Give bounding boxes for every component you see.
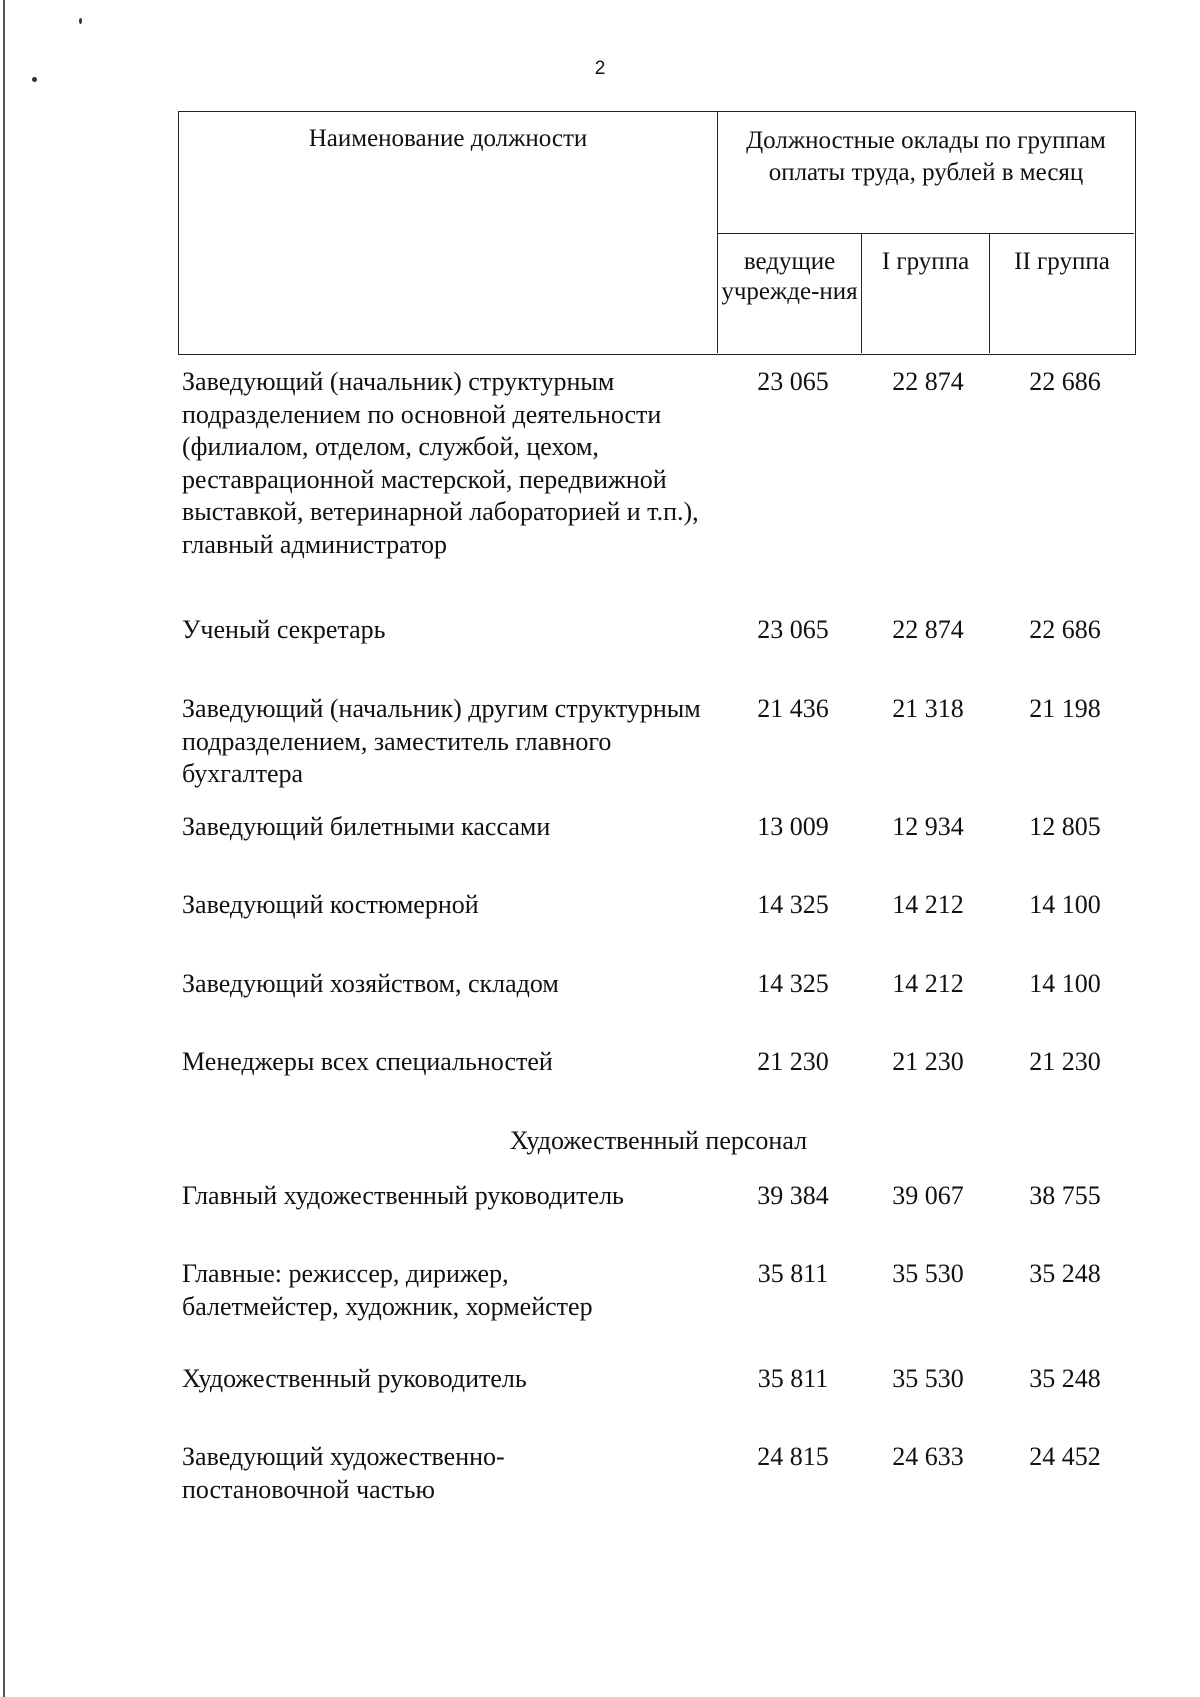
salary-group-1: 24 633 bbox=[892, 1442, 964, 1471]
salary-group-2: 22 686 bbox=[1029, 615, 1101, 644]
salary-group-2: 35 248 bbox=[1029, 1364, 1101, 1393]
section-title: Художественный персонал bbox=[509, 1126, 808, 1155]
salary-leading: 14 325 bbox=[757, 890, 829, 919]
position-name: Заведующий хозяйством, складом bbox=[182, 969, 559, 998]
position-name: Заведующий (начальник) другим структурным подразделением, заместитель главного бухгалтера bbox=[182, 694, 701, 788]
position-name: Главные: режиссер, дирижер, балетмейстер, художник, хормейстер bbox=[182, 1259, 593, 1321]
salary-group-1: 22 874 bbox=[892, 615, 964, 644]
salary-group-1: 21 230 bbox=[892, 1047, 964, 1076]
salary-leading: 35 811 bbox=[757, 1259, 829, 1288]
salary-leading: 23 065 bbox=[757, 615, 829, 644]
position-name: Менеджеры всех специальностей bbox=[182, 1047, 553, 1076]
header-group-2: II группа bbox=[1014, 248, 1110, 275]
salary-group-1: 35 530 bbox=[892, 1364, 964, 1393]
salary-group-2: 14 100 bbox=[1029, 890, 1101, 919]
salary-group-2: 12 805 bbox=[1029, 812, 1101, 841]
salary-group-1: 12 934 bbox=[892, 812, 964, 841]
salary-group-1: 35 530 bbox=[892, 1259, 964, 1288]
page-number: 2 bbox=[594, 58, 606, 79]
salary-group-2: 21 198 bbox=[1029, 694, 1101, 723]
salary-group-1: 14 212 bbox=[892, 890, 964, 919]
position-name: Заведующий (начальник) структурным подразделением по основной деятельности (филиалом, отделом, службой, цехом, реставрационной мастерской, передвижной выставкой, ветеринарной лабораторией и т.п.), главный администратор bbox=[182, 367, 699, 559]
position-name: Заведующий художественно-постановочной частью bbox=[182, 1442, 505, 1504]
salary-group-1: 14 212 bbox=[892, 969, 964, 998]
salary-leading: 39 384 bbox=[757, 1181, 829, 1210]
scan-speck bbox=[79, 18, 82, 24]
salary-leading: 21 436 bbox=[757, 694, 829, 723]
position-name: Заведующий костюмерной bbox=[182, 890, 479, 919]
salary-group-2: 38 755 bbox=[1029, 1181, 1101, 1210]
salary-group-2: 21 230 bbox=[1029, 1047, 1101, 1076]
position-name: Главный художественный руководитель bbox=[182, 1181, 624, 1210]
table-header bbox=[178, 111, 1136, 355]
salary-leading: 13 009 bbox=[757, 812, 829, 841]
salary-leading: 14 325 bbox=[757, 969, 829, 998]
position-name: Ученый секретарь bbox=[182, 615, 386, 644]
position-name: Художественный руководитель bbox=[182, 1364, 527, 1393]
salary-group-1: 21 318 bbox=[892, 694, 964, 723]
salary-group-2: 24 452 bbox=[1029, 1442, 1101, 1471]
salary-leading: 35 811 bbox=[757, 1364, 829, 1393]
salary-group-1: 22 874 bbox=[892, 367, 964, 396]
header-salary-groups: Должностные оклады по группам оплаты труда, рублей в месяц bbox=[718, 112, 1134, 234]
salary-leading: 24 815 bbox=[757, 1442, 829, 1471]
position-name: Заведующий билетными кассами bbox=[182, 812, 551, 841]
salary-group-2: 22 686 bbox=[1029, 367, 1101, 396]
scan-left-edge bbox=[3, 0, 5, 1697]
salary-group-2: 35 248 bbox=[1029, 1259, 1101, 1288]
salary-leading: 23 065 bbox=[757, 367, 829, 396]
salary-leading: 21 230 bbox=[757, 1047, 829, 1076]
salary-group-2: 14 100 bbox=[1029, 969, 1101, 998]
header-group-1: I группа bbox=[862, 234, 990, 353]
header-position-name: Наименование должности bbox=[179, 112, 718, 353]
salary-group-1: 39 067 bbox=[892, 1181, 964, 1210]
header-leading-institutions: ведущие учрежде-ния bbox=[718, 234, 862, 353]
